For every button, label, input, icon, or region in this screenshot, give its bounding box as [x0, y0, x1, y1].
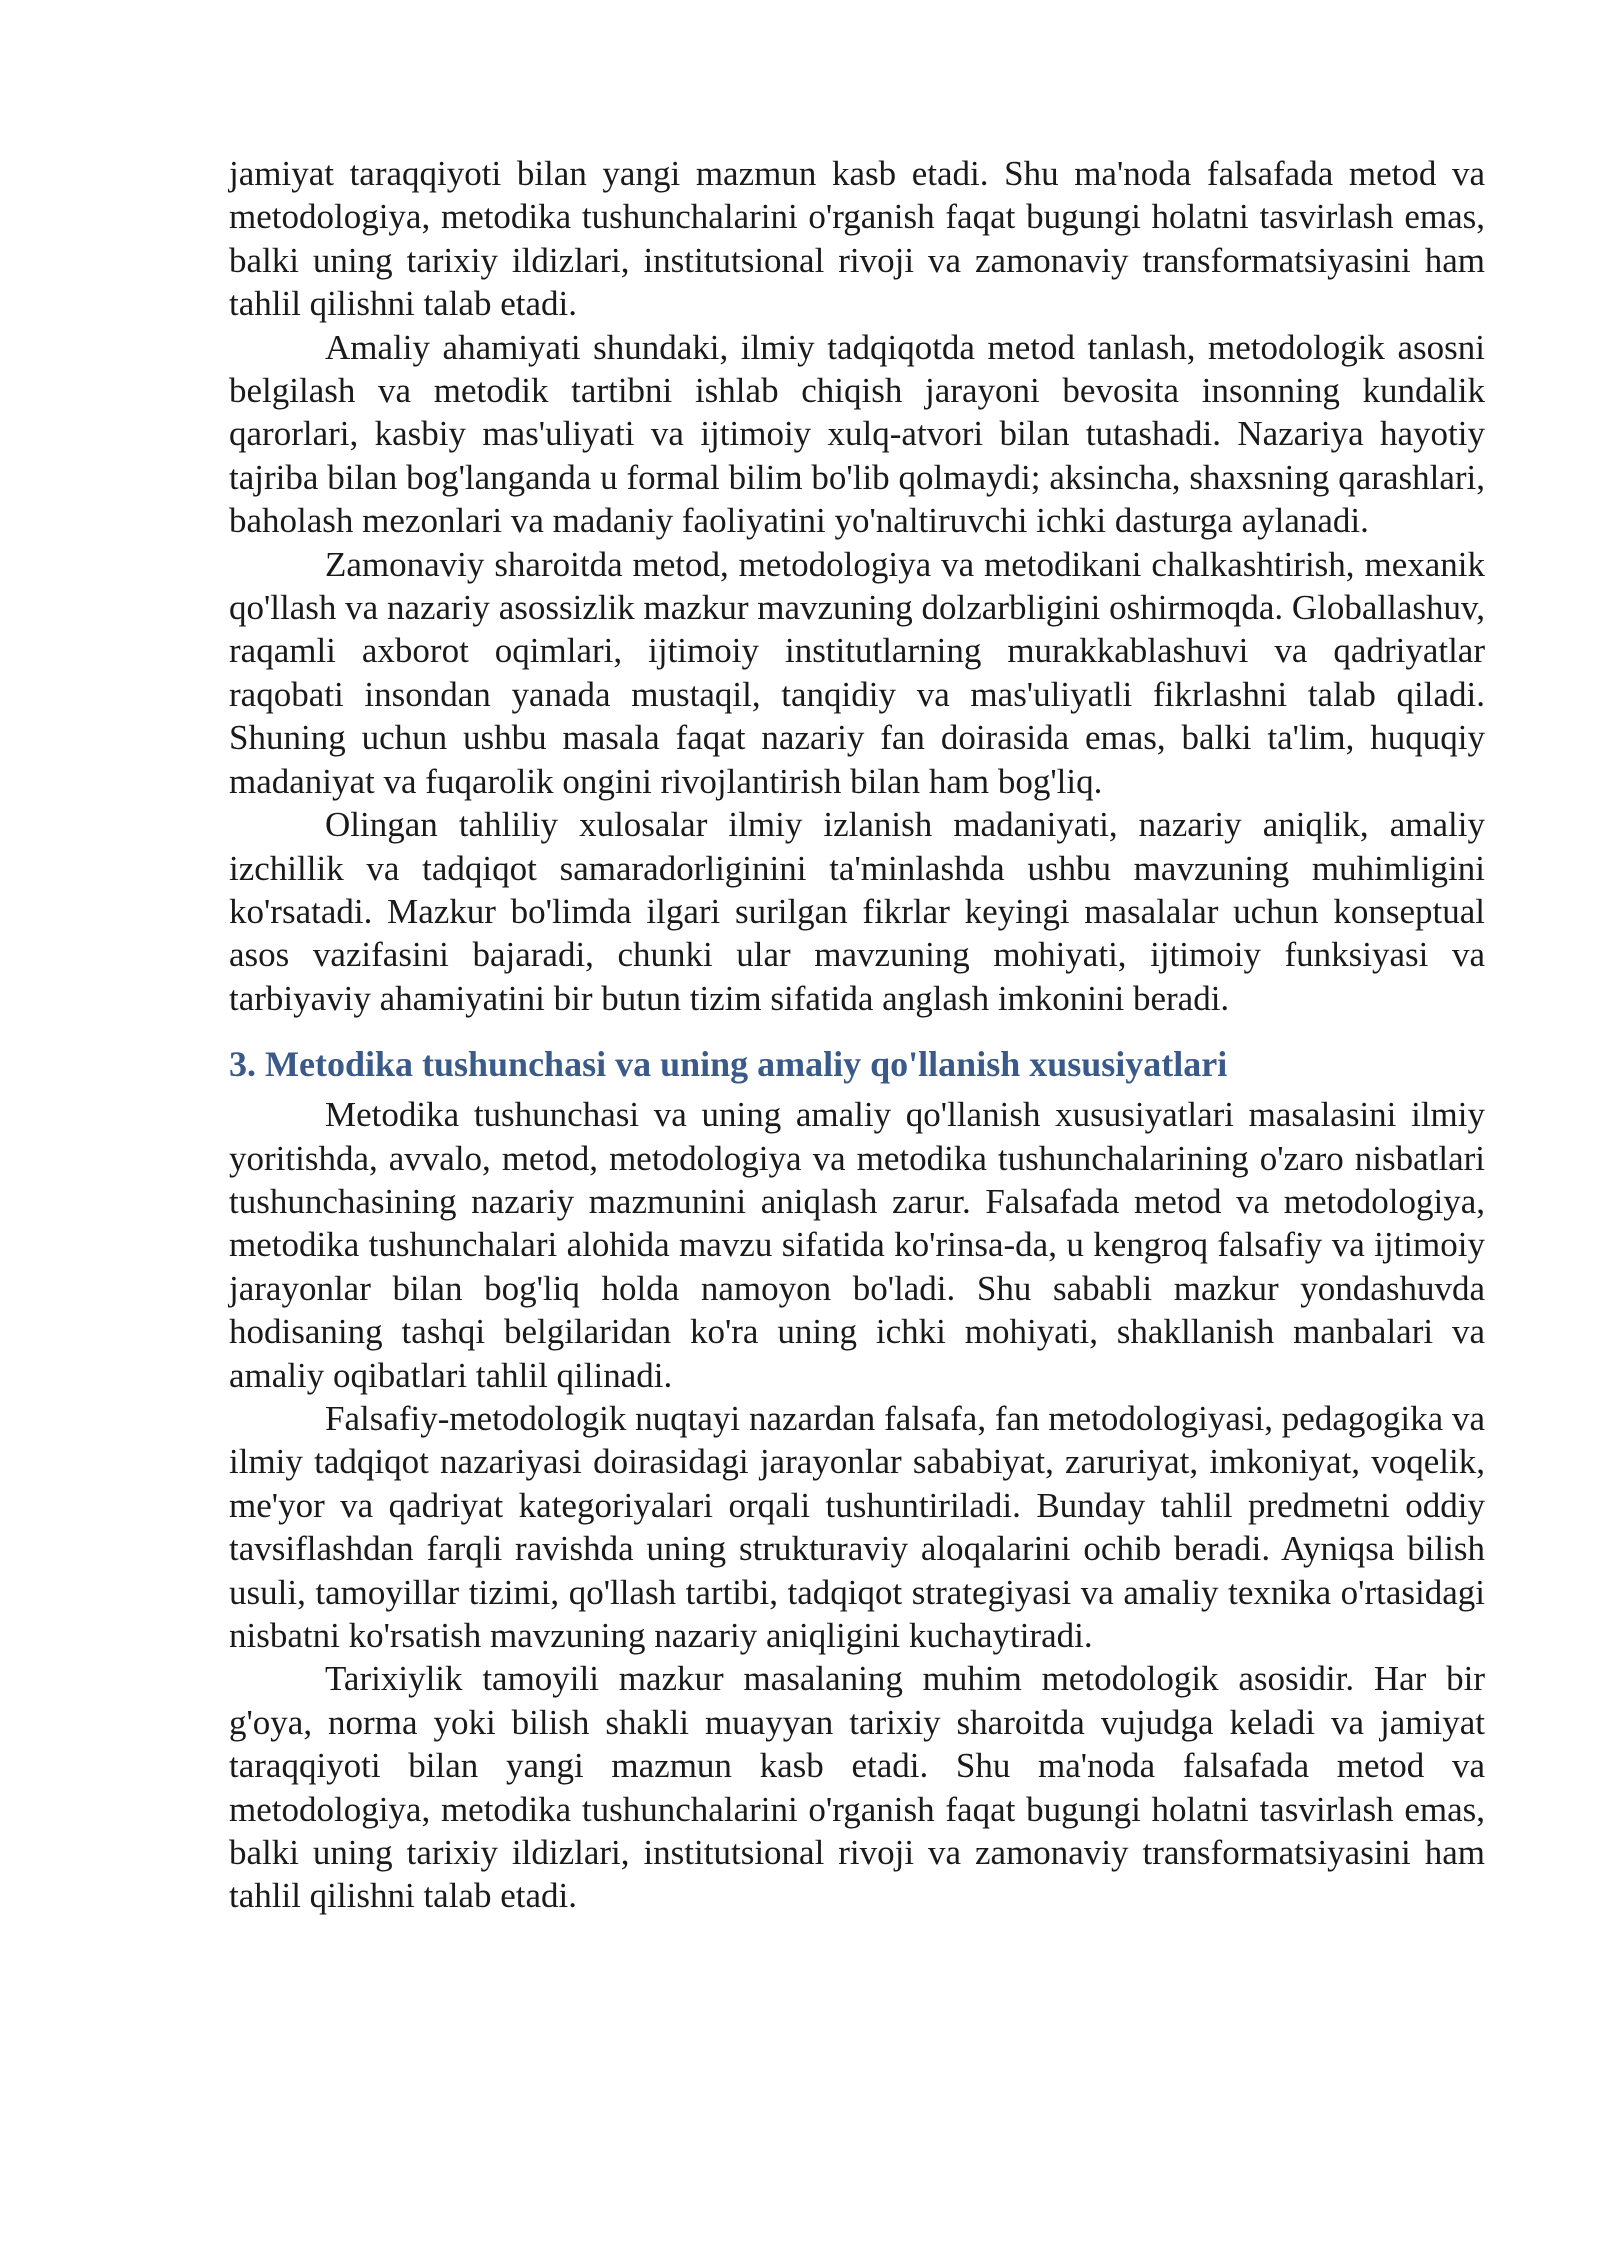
paragraph-practical-significance: Amaliy ahamiyati shundaki, ilmiy tadqiqotda metod tanlash, metodologik asosni belgilash va metodik tartibni ishlab chiqish jarayoni bevosita insonning kundalik qarorlari, kasbiy mas'uliyati va ijtimoiy xulq-atvori bilan tutashadi. Nazariya hayotiy tajriba bilan bog'langanda u formal bilim bo'lib qolmaydi; aksincha, shaxsning qarashlari, baholash mezonlari va madaniy faoliyatini yo'naltiruvchi ichki dasturga aylanadi. [229, 327, 1485, 541]
paragraph-philosophical-methodological: Falsafiy-metodologik nuqtayi nazardan falsafa, fan metodologiyasi, pedagogika va ilmiy tadqiqot nazariyasi doirasidagi jarayonlar sababiyat, zaruriyat, imkoniyat, voqelik, me'yor va qadriyat kategoriyalari orqali tushuntiriladi. Bunday tahlil predmetni oddiy tavsiflashdan farqli ravishda uning strukturaviy aloqalarini ochib beradi. Ayniqsa bilish usuli, tamoyillar tizimi, qo'llash tartibi, tadqiqot strategiyasi va amaliy texnika o'rtasidagi nisbatni ko'rsatish mavzuning nazariy aniqligini kuchaytiradi. [229, 1398, 1485, 1655]
paragraph-modern-conditions: Zamonaviy sharoitda metod, metodologiya va metodikani chalkashtirish, mexanik qo'llash va nazariy asossizlik mazkur mavzuning dolzarbligini oshirmoqda. Globallashuv, raqamli axborot oqimlari, ijtimoiy institutlarning murakkablashuvi va qadriyatlar raqobati insondan yanada mustaqil, tanqidiy va mas'uliyatli fikrlashni talab qiladi. Shuning uchun ushbu masala faqat nazariy fan doirasida emas, balki ta'lim, huquqiy madaniyat va fuqarolik ongini rivojlantirish bilan ham bog'liq. [229, 544, 1485, 801]
paragraph-historicism-principle: Tarixiylik tamoyili mazkur masalaning muhim metodologik asosidir. Har bir g'oya, norma yoki bilish shakli muayyan tarixiy sharoitda vujudga keladi va jamiyat taraqqiyoti bilan yangi mazmun kasb etadi. Shu ma'noda falsafada metod va metodologiya, metodika tushunchalarini o'rganish faqat bugungi holatni tasvirlash emas, balki uning tarixiy ildizlari, institutsional rivoji va zamonaviy transformatsiyasini ham tahlil qilishni talab etadi. [229, 1659, 1485, 1916]
document-page [229, 152, 1485, 1918]
paragraph-analytical-conclusions: Olingan tahliliy xulosalar ilmiy izlanish madaniyati, nazariy aniqlik, amaliy izchillik va tadqiqot samaradorliginini ta'minlashda ushbu mavzuning muhimligini ko'rsatadi. Mazkur bo'limda ilgari surilgan fikrlar keyingi masalalar uchun konseptual asos vazifasini bajaradi, chunki ular mavzuning mohiyati, ijtimoiy funksiyasi va tarbiyaviy ahamiyatini bir butun tizim sifatida anglash imkonini beradi. [229, 805, 1485, 1018]
paragraph-methodology-concept: Metodika tushunchasi va uning amaliy qo'llanish xususiyatlari masalasini ilmiy yoritishda, avvalo, metod, metodologiya va metodika tushunchalarining o'zaro nisbatlari tushunchasining nazariy mazmunini aniqlash zarur. Falsafada metod va metodologiya, metodika tushunchalari alohida mavzu sifatida ko'rinsa-da, u kengroq falsafiy va ijtimoiy jarayonlar bilan bog'liq holda namoyon bo'ladi. Shu sababli mazkur yondashuvda hodisaning tashqi belgilaridan ko'ra uning ichki mohiyati, shakllanish manbalari va amaliy oqibatlari tahlil qilinadi. [229, 1095, 1485, 1395]
section-heading: 3. Metodika tushunchasi va uning amaliy qo'llanish xususiyatlari [229, 1044, 1228, 1085]
paragraph-continuation: jamiyat taraqqiyoti bilan yangi mazmun kasb etadi. Shu ma'noda falsafada metod va metodologiya, metodika tushunchalarini o'rganish faqat bugungi holatni tasvirlash emas, balki uning tarixiy ildizlari, institutsional rivoji va zamonaviy transformatsiyasini ham tahlil qilishni talab etadi. [229, 154, 1485, 324]
